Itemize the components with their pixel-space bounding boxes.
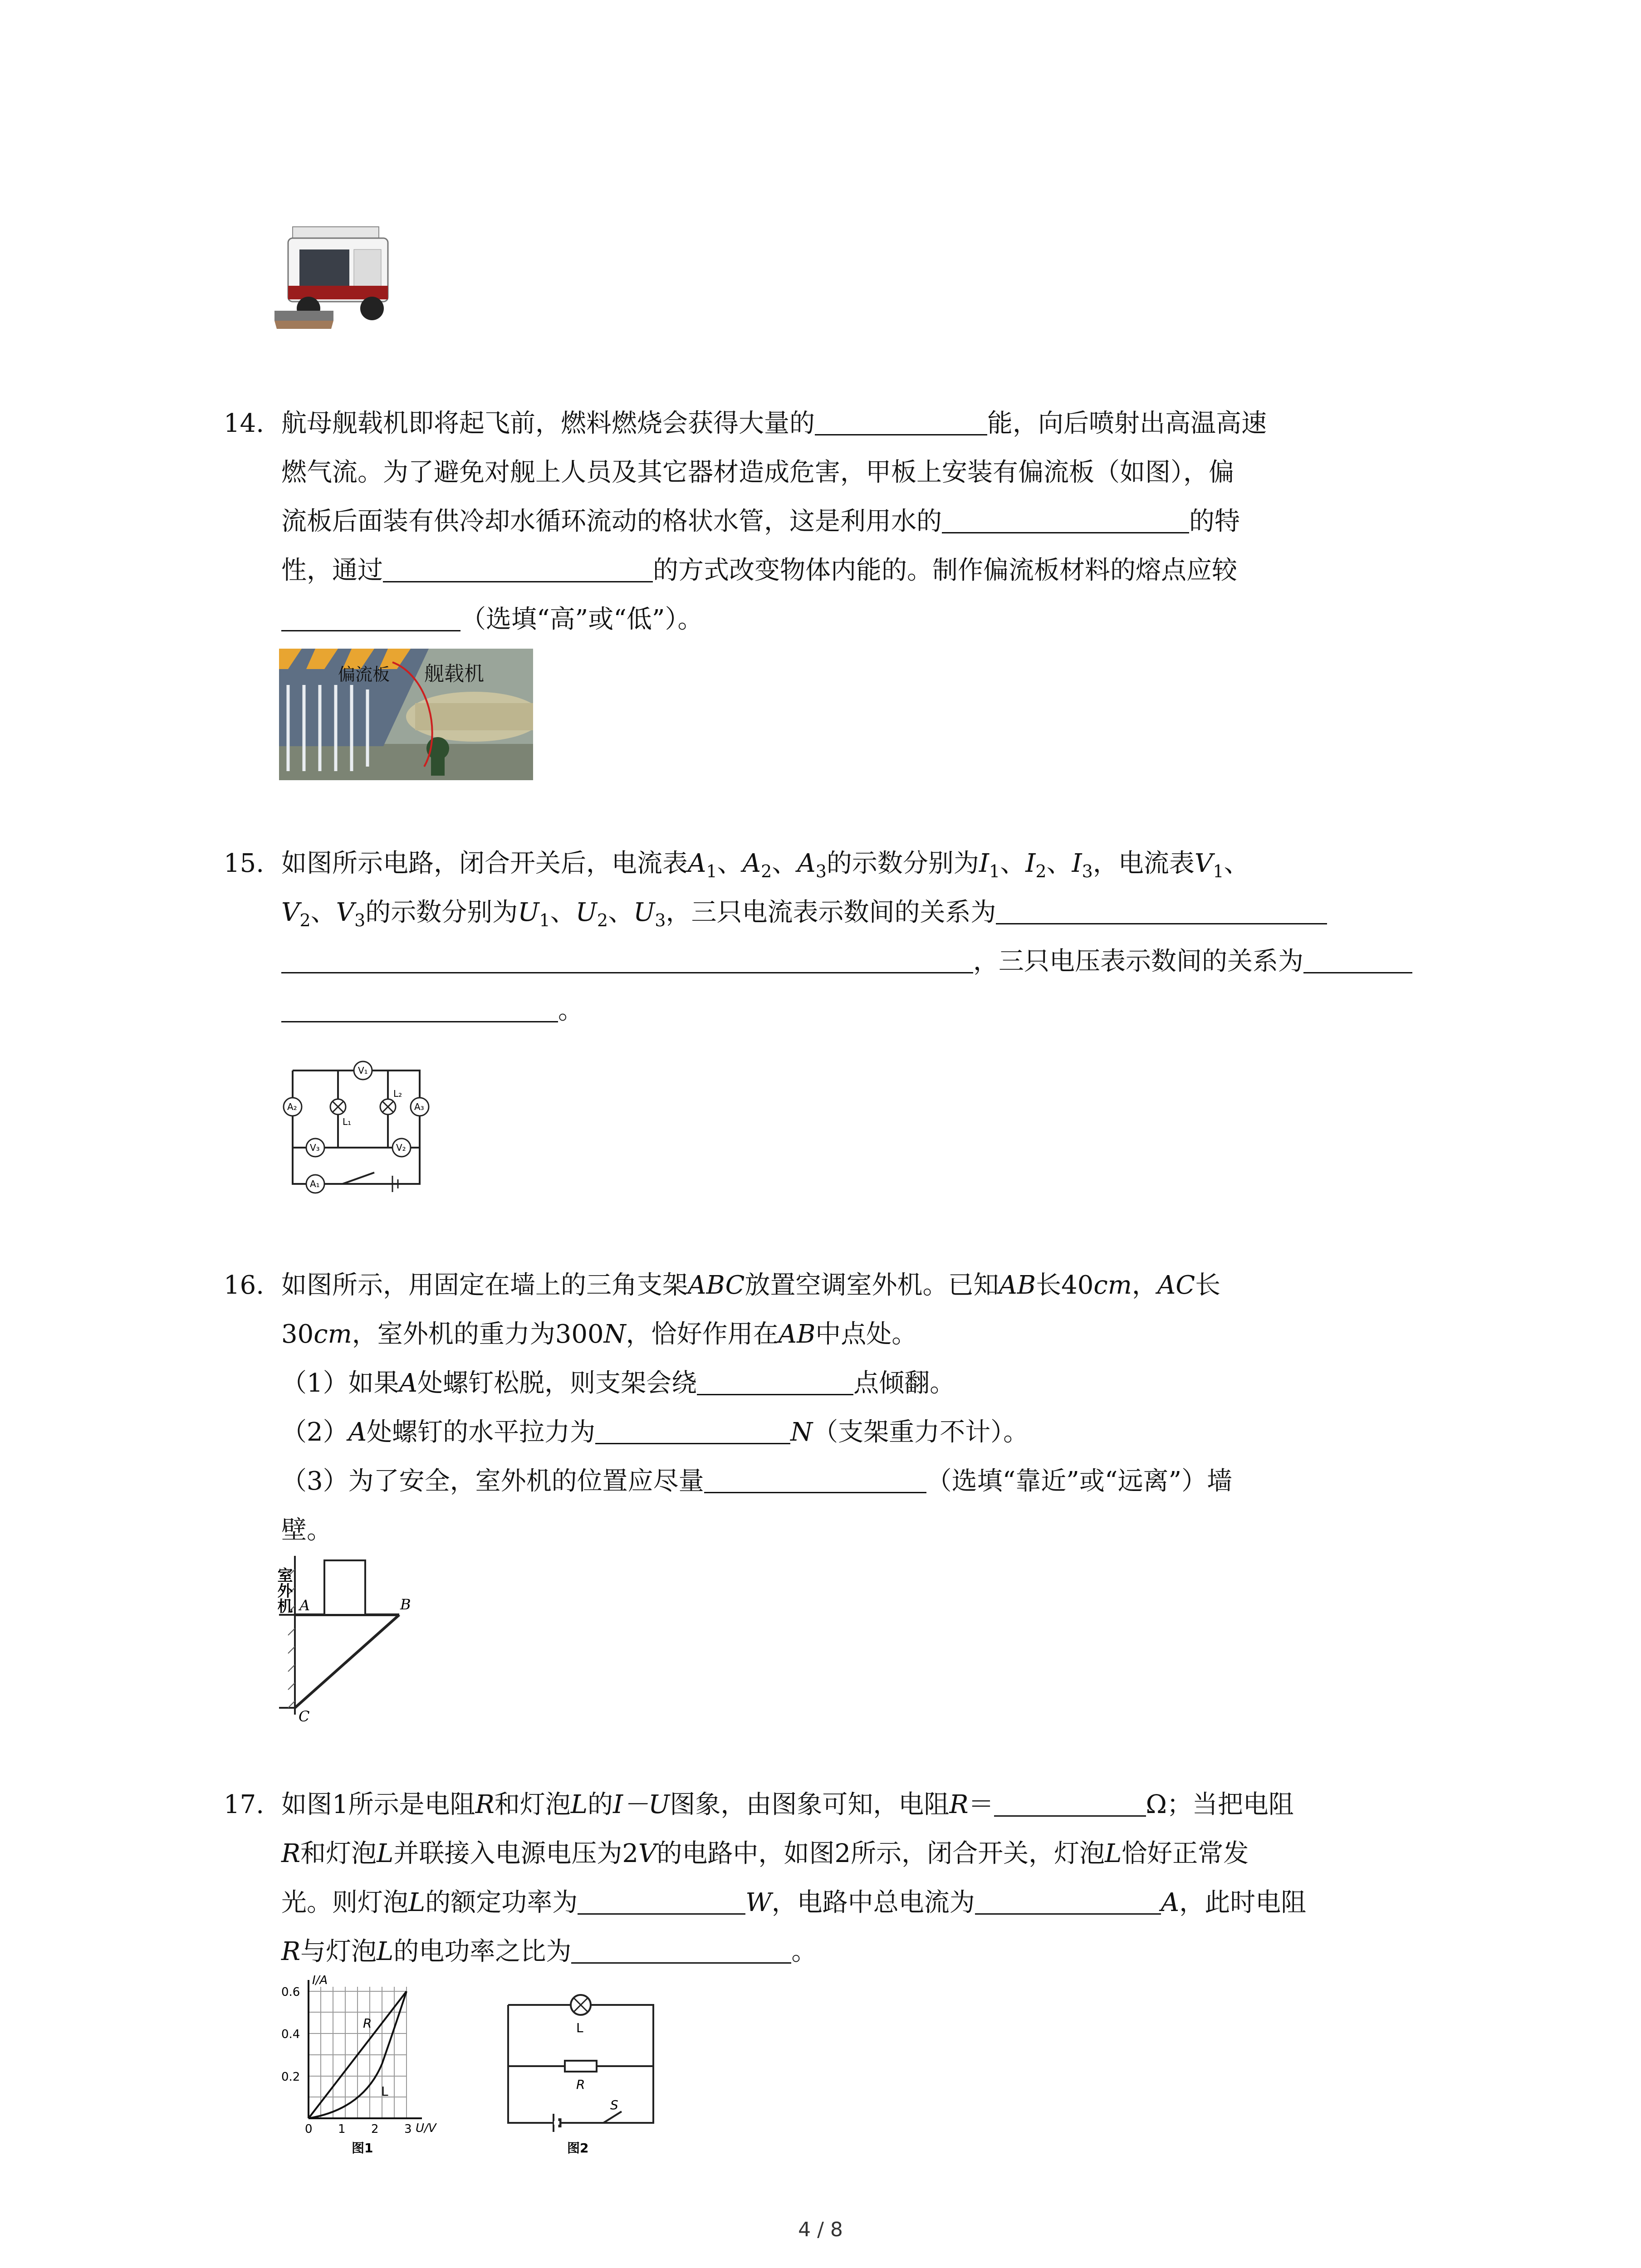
question-number: 16. xyxy=(224,1271,265,1300)
circuit-label: V₃ xyxy=(310,1142,320,1153)
answer-blank[interactable] xyxy=(571,1931,791,1964)
q14-text: 能，向后喷射出高温高速 xyxy=(987,409,1267,438)
question-number: 14. xyxy=(224,409,265,438)
answer-blank[interactable] xyxy=(704,1460,926,1493)
answer-blank[interactable] xyxy=(281,989,558,1022)
page-number: 4 / 8 xyxy=(798,2218,843,2241)
figure-caption: 图1 xyxy=(352,2141,373,2155)
answer-blank[interactable] xyxy=(697,1362,853,1395)
answer-blank[interactable] xyxy=(975,1882,1161,1915)
y-axis-label: I/A xyxy=(312,1974,328,1987)
x-tick-label: 2 xyxy=(371,2122,379,2136)
answer-blank[interactable] xyxy=(942,500,1189,533)
circuit-label: L₁ xyxy=(343,1116,352,1127)
photo-label: 偏流板 xyxy=(338,665,390,684)
circuit-label: A₁ xyxy=(310,1178,320,1189)
q14-text: 的方式改变物体内能的。制作偏流板材料的熔点应较 xyxy=(653,556,1237,585)
q17-text: 如图1所示是电阻 xyxy=(281,1790,475,1819)
bracket-label-a: A xyxy=(299,1597,310,1614)
var: A xyxy=(688,849,706,878)
x-axis-label: U/V xyxy=(416,2121,436,2135)
x-tick-label: 1 xyxy=(338,2122,346,2136)
circuit-diagram-q15 xyxy=(274,1057,447,1211)
bracket-label-c: C xyxy=(299,1708,310,1724)
iu-graph-fig1 xyxy=(272,1973,463,2155)
switch-label: S xyxy=(610,2097,618,2112)
answer-blank[interactable] xyxy=(281,940,973,973)
question-15: 15. 如图所示电路，闭合开关后，电流表$A_1$、$A_2$、$A_3$的示数分别为$I_1$、$I_2$、$I_3$，电流表$V_1$、 $V_2$、$V_3$的示数分别为$U_1$、$U_2$、$U_3$，三只电流表示数间的关系为 ，三只电压表示数间的关系为 。 xyxy=(225,839,1495,1043)
question-17: 17. 如图1所示是电阻R和灯泡L的I－U图象，由图象可知，电阻R＝ Ω；当把电阻 R和灯泡L并联接入电源电压为2V的电路中，如图2所示，闭合开关，灯泡L恰好正常发 光。则灯泡L的额定功率为 W，电路中总电流为 A，此时电阻 R与灯泡L的电功率之比为 。 xyxy=(225,1780,1495,1980)
q14-text: 燃气流。为了避免对舰上人员及其它器材造成危害，甲板上安装有偏流板（如图），偏 xyxy=(281,458,1234,487)
resistor-label: R xyxy=(576,2077,585,2092)
photo-label: 舰载机 xyxy=(424,662,484,685)
parallel-circuit-fig2 xyxy=(504,1987,667,2155)
q15-text: ，三只电压表示数间的关系为 xyxy=(973,947,1303,976)
question-number: 17. xyxy=(224,1790,265,1819)
answer-blank[interactable] xyxy=(1303,940,1412,973)
q14-text: （选填“高”或“低”）。 xyxy=(460,605,703,634)
q14-text: 航母舰载机即将起飞前，燃料燃烧会获得大量的 xyxy=(281,409,815,438)
circuit-label: V₂ xyxy=(396,1142,406,1153)
curve-label-r: R xyxy=(363,2016,372,2031)
q14-text: 流板后面装有供冷却水循环流动的格状水管，这是利用水的 xyxy=(281,507,942,536)
answer-blank[interactable] xyxy=(281,598,460,631)
lamp-label: L xyxy=(576,2020,583,2035)
q14-text: 性，通过 xyxy=(281,556,383,585)
circuit-label: V₁ xyxy=(358,1065,368,1076)
y-tick-label: 0.6 xyxy=(281,1985,300,1999)
question-number: 15. xyxy=(224,849,265,878)
deflector-photo xyxy=(279,649,533,780)
q14-text: 的特 xyxy=(1189,507,1240,536)
question-14 xyxy=(225,399,1495,653)
x-tick-label: 3 xyxy=(404,2122,412,2136)
answer-blank[interactable] xyxy=(994,1784,1146,1817)
answer-blank[interactable] xyxy=(815,402,987,435)
x-tick-label: 0 xyxy=(305,2122,313,2136)
question-16: 16. 如图所示，用固定在墙上的三角支架ABC放置空调室外机。已知AB长40cm，AC长 30cm，室外机的重力为300N，恰好作用在AB中点处。 （1）如果A处螺钉松脱，则支架会绕 点倾翻。 （2）A处螺钉的水平拉力为 N（支架重力不计）。 （3）为了安全，室外机的位置应尽量 （选填“靠近”或“远离”）墙 壁。 xyxy=(225,1261,1495,1551)
circuit-label: L₂ xyxy=(393,1088,402,1099)
q15-text: 如图所示电路，闭合开关后，电流表 xyxy=(281,849,688,878)
bracket-label-b: B xyxy=(400,1596,411,1613)
circuit-label: A₃ xyxy=(414,1101,424,1112)
bracket-diagram-q16 xyxy=(272,1551,417,1724)
bracket-box-char: 室外机 xyxy=(274,1567,293,1613)
sweeper-truck-image xyxy=(274,218,413,340)
q16-text: 如图所示，用固定在墙上的三角支架 xyxy=(281,1271,688,1300)
answer-blank[interactable] xyxy=(578,1882,745,1915)
curve-label-l: L xyxy=(381,2084,388,2099)
answer-blank[interactable] xyxy=(383,549,653,582)
answer-blank[interactable] xyxy=(595,1411,790,1444)
y-tick-label: 0.2 xyxy=(281,2070,300,2084)
circuit-label: A₂ xyxy=(287,1101,297,1112)
figure-caption: 图2 xyxy=(567,2141,589,2155)
answer-blank[interactable] xyxy=(996,891,1327,924)
y-tick-label: 0.4 xyxy=(281,2028,300,2041)
